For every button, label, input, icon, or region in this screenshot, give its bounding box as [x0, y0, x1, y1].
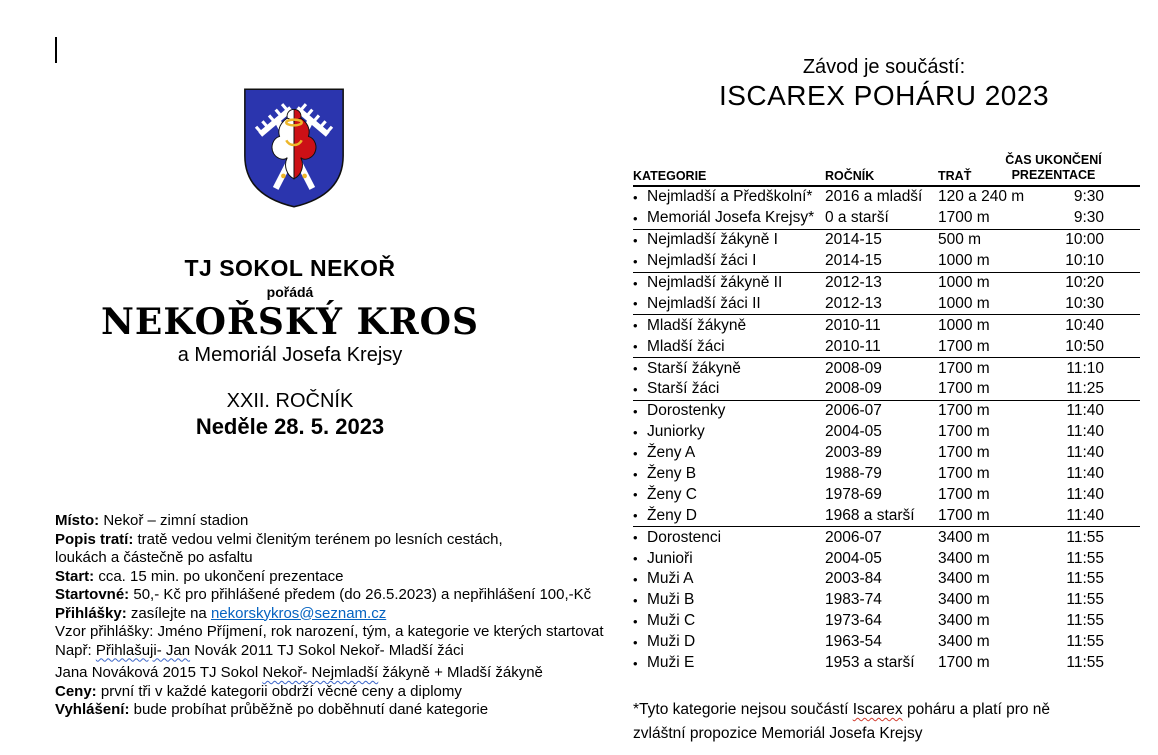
track-cell: 1700 m — [938, 423, 990, 441]
year-cell: 1983-74 — [825, 591, 882, 609]
track-cell: 3400 m — [938, 549, 990, 567]
category-cell — [633, 295, 825, 313]
category-cell — [633, 612, 825, 630]
event-subtitle: a Memoriál Josefa Krejsy — [177, 344, 403, 366]
table-row — [633, 484, 1140, 505]
organizes-label: pořádá — [266, 284, 314, 300]
category-cell — [633, 444, 825, 462]
bullet-icon: • — [633, 318, 638, 334]
table-row — [633, 611, 1140, 632]
category-name: Ženy A — [647, 444, 696, 462]
category-cell — [633, 633, 825, 651]
text-segment: první tři v každé kategorii obdrží věcné ceny a diplomy — [96, 682, 462, 700]
year-cell: 2016 a mladší — [825, 188, 923, 206]
bullet-icon: • — [633, 189, 638, 205]
category-cell — [633, 402, 825, 420]
text-segment: 50,- Kč pro přihlášené předem (do 26.5.2023) a nepřihlášení 100,-Kč — [129, 586, 592, 603]
category-name: Ženy C — [647, 485, 697, 503]
text-segment: Vzor přihlášky: Jméno Příjmení, rok narození, tým, a kategorie ve kterých startovat — [55, 623, 604, 640]
category-name: Nejmladší žáci I — [647, 252, 757, 270]
category-name: Muži B — [647, 591, 695, 609]
bullet-icon: • — [633, 361, 638, 377]
category-name: Muži D — [647, 633, 696, 651]
table-group — [633, 273, 1140, 316]
header-time: ČAS UKONČENÍ PREZENTACE — [1005, 153, 1102, 182]
bullet-icon: • — [633, 296, 638, 312]
bullet-icon: • — [633, 424, 638, 440]
bullet-icon: • — [633, 232, 638, 248]
text-segment: Jana Nováková 2015 TJ Sokol — [55, 664, 263, 681]
bullet-icon: • — [633, 253, 638, 269]
track-cell: 1700 m — [938, 337, 990, 355]
track-cell: 1700 m — [938, 654, 990, 672]
category-name: Nejmladší žáci II — [647, 294, 761, 312]
bullet-icon: • — [633, 466, 638, 482]
category-name: Juniorky — [647, 423, 705, 441]
text-segment: tratě vedou velmi členitým terénem po lesních cestách, — [133, 530, 503, 548]
year-cell: 1988-79 — [825, 465, 882, 483]
field-label: Startovné: — [55, 586, 130, 603]
text-segment: loukách a částečně po asfaltu — [55, 549, 253, 566]
table-row — [633, 187, 1140, 208]
nekor-coat-of-arms — [241, 84, 347, 212]
category-cell — [633, 274, 825, 292]
table-group — [633, 187, 1140, 230]
text-segment: Přihlašuji- Jan — [95, 641, 191, 659]
category-cell — [633, 550, 825, 568]
category-name: Starší žákyně — [647, 359, 741, 377]
table-row — [633, 208, 1140, 229]
field-label: Vyhlášení: — [55, 701, 130, 718]
year-cell: 1953 a starší — [825, 654, 915, 672]
category-name: Muži A — [647, 570, 694, 588]
time-cell: 11:55 — [1066, 633, 1104, 651]
time-cell: 11:55 — [1066, 654, 1104, 672]
category-name: Nejmladší žákyně I — [647, 231, 778, 249]
table-row — [633, 336, 1140, 357]
info-line — [55, 586, 635, 605]
year-cell: 2003-84 — [825, 570, 882, 588]
bullet-icon: • — [633, 634, 638, 650]
category-cell — [633, 486, 825, 504]
year-cell: 2010-11 — [825, 337, 881, 355]
table-row — [633, 632, 1140, 653]
track-cell: 120 a 240 m — [938, 188, 1025, 206]
category-cell — [633, 380, 825, 398]
table-row — [633, 273, 1140, 294]
category-name: Starší žáci — [647, 380, 720, 398]
table-row — [633, 590, 1140, 611]
category-name: Mladší žákyně — [647, 316, 747, 334]
table-row — [633, 505, 1140, 526]
info-line — [55, 605, 635, 624]
field-label: Popis tratí: — [55, 530, 134, 548]
track-cell: 1700 m — [938, 380, 990, 398]
info-line — [55, 623, 635, 642]
year-cell: 2012-13 — [825, 274, 882, 291]
time-cell: 11:40 — [1066, 444, 1104, 462]
time-cell: 10:20 — [1065, 274, 1104, 291]
category-name: Nejmladší žákyně II — [647, 274, 783, 291]
bullet-icon: • — [633, 275, 638, 291]
track-cell: 1000 m — [938, 316, 990, 334]
track-cell: 1700 m — [938, 465, 990, 483]
year-cell: 2008-09 — [825, 359, 882, 377]
bullet-icon: • — [633, 210, 638, 226]
text-segment: *Tyto kategorie nejsou součástí — [633, 701, 853, 718]
year-cell: 1968 a starší — [825, 506, 915, 524]
time-cell: 10:50 — [1065, 337, 1104, 355]
category-cell — [633, 465, 825, 483]
track-cell: 3400 m — [938, 612, 990, 630]
header-year: ROČNÍK — [825, 169, 875, 183]
claw — [281, 174, 286, 179]
category-cell — [633, 252, 825, 270]
info-line — [55, 512, 635, 531]
time-cell: 10:00 — [1065, 231, 1104, 249]
time-cell: 11:40 — [1066, 423, 1104, 441]
time-cell: 11:40 — [1066, 465, 1104, 483]
time-cell: 11:55 — [1066, 549, 1104, 567]
year-cell: 1963-54 — [825, 633, 882, 651]
part-of-label: Závod je součástí: — [802, 56, 966, 78]
year-cell: 0 a starší — [825, 209, 889, 227]
time-cell: 10:40 — [1065, 316, 1104, 334]
time-cell: 9:30 — [1073, 209, 1104, 227]
category-cell — [633, 654, 825, 672]
bullet-icon: • — [633, 551, 638, 567]
category-cell — [633, 507, 825, 525]
category-cell — [633, 570, 825, 588]
category-cell — [633, 591, 825, 609]
info-line — [55, 568, 635, 587]
table-body — [633, 187, 1140, 673]
time-cell: 9:30 — [1073, 188, 1104, 206]
year-cell: 2014-15 — [825, 231, 882, 249]
bullet-icon: • — [633, 613, 638, 629]
category-cell — [633, 423, 825, 441]
table-row — [633, 251, 1140, 272]
category-cell — [633, 231, 825, 249]
track-cell: 1700 m — [938, 359, 990, 377]
bullet-icon: • — [633, 339, 638, 355]
time-cell: 11:40 — [1066, 506, 1104, 524]
category-name: Ženy B — [647, 465, 697, 483]
info-line — [55, 531, 635, 550]
title-block — [80, 254, 500, 440]
table-row — [633, 569, 1140, 590]
track-cell: 3400 m — [938, 528, 990, 546]
year-cell: 2004-05 — [825, 549, 882, 567]
track-cell: 1000 m — [938, 294, 990, 312]
table-row — [633, 293, 1140, 314]
info-line — [55, 664, 635, 683]
time-cell: 10:30 — [1065, 294, 1104, 312]
table-group — [633, 315, 1140, 358]
table-row — [633, 315, 1140, 336]
category-name: Mladší žáci — [647, 337, 725, 355]
table-row — [633, 653, 1140, 674]
bullet-icon: • — [633, 530, 638, 546]
field-label: Místo: — [55, 512, 100, 529]
table-group — [633, 230, 1140, 273]
table-row — [633, 358, 1140, 379]
email-link[interactable]: nekorskykros@seznam.cz — [210, 604, 387, 622]
track-cell: 3400 m — [938, 570, 990, 588]
category-cell — [633, 209, 825, 227]
table-group — [633, 401, 1140, 527]
text-segment: cca. 15 min. po ukončení prezentace — [94, 567, 344, 585]
claw — [302, 174, 307, 179]
track-cell: 1700 m — [938, 402, 990, 420]
table-group — [633, 358, 1140, 401]
field-label: Start: — [55, 567, 95, 585]
category-name: Muži E — [647, 654, 695, 672]
table-header-row — [633, 148, 1140, 187]
time-cell: 11:25 — [1066, 380, 1104, 398]
event-title: NEKOŘSKÝ KROS — [100, 301, 480, 343]
year-cell: 2008-09 — [825, 380, 882, 398]
track-cell: 500 m — [938, 231, 982, 249]
event-date: Neděle 28. 5. 2023 — [195, 414, 385, 439]
header-track: TRAŤ — [938, 169, 972, 183]
field-label: Ceny: — [55, 682, 97, 700]
table-row — [633, 527, 1140, 548]
year-cell: 2006-07 — [825, 528, 882, 546]
track-cell: 1700 m — [938, 444, 990, 462]
category-name: Junioři — [647, 549, 693, 567]
category-cell — [633, 529, 825, 547]
year-cell: 2012-13 — [825, 294, 882, 312]
bullet-icon: • — [633, 571, 638, 587]
track-cell: 1700 m — [938, 485, 990, 503]
table-row — [633, 379, 1140, 400]
track-cell: 3400 m — [938, 633, 990, 651]
year-cell: 2003-89 — [825, 444, 882, 462]
text-segment: Novák 2011 TJ Sokol Nekoř- Mladší žáci — [190, 641, 464, 659]
table-row — [633, 230, 1140, 251]
time-cell: 10:10 — [1065, 252, 1104, 270]
time-cell: 11:40 — [1066, 402, 1104, 420]
text-segment: Nekoř – zimní stadion — [99, 512, 249, 529]
organizer-name: TJ SOKOL NEKOŘ — [184, 255, 396, 281]
year-cell: 2010-11 — [825, 316, 881, 334]
category-cell — [633, 360, 825, 378]
bullet-icon: • — [633, 508, 638, 524]
bullet-icon: • — [633, 655, 638, 671]
table-row — [633, 422, 1140, 443]
text-segment: zasílejte na — [126, 604, 211, 622]
bullet-icon: • — [633, 381, 638, 397]
time-cell: 11:55 — [1066, 612, 1104, 630]
field-label: Přihlášky: — [55, 604, 127, 622]
text-segment: poháru a platí pro ně zvláštní propozice Memoriál Josefa Krejsy — [633, 701, 1051, 742]
bullet-icon: • — [633, 445, 638, 461]
category-cell — [633, 317, 825, 335]
info-line — [55, 701, 635, 720]
edition-label: XXII. ROČNÍK — [226, 390, 354, 412]
text-segment: žákyně + Mladší žákyně — [378, 664, 543, 681]
category-name: Nejmladší a Předškolní* — [647, 188, 813, 206]
time-cell: 11:55 — [1066, 591, 1104, 609]
bullet-icon: • — [633, 403, 638, 419]
year-cell: 1978-69 — [825, 485, 882, 503]
track-cell: 1700 m — [938, 209, 990, 227]
time-cell: 11:55 — [1066, 528, 1104, 546]
footnote — [633, 698, 1093, 746]
header-category: KATEGORIE — [633, 169, 707, 183]
track-cell: 1000 m — [938, 252, 990, 270]
track-cell: 1700 m — [938, 506, 990, 524]
info-line — [55, 642, 635, 661]
text-segment: Nekoř- Nejmladší — [262, 664, 379, 681]
info-lines — [55, 512, 635, 720]
category-name: Dorostenci — [647, 528, 722, 546]
year-cell: 2006-07 — [825, 402, 882, 420]
track-cell: 1000 m — [938, 274, 990, 291]
table-row — [633, 464, 1140, 485]
text-segment: Např: — [55, 641, 96, 659]
cup-title: ISCAREX POHÁRU 2023 — [718, 80, 1050, 111]
bullet-icon: • — [633, 592, 638, 608]
year-cell: 2014-15 — [825, 252, 882, 270]
table-group — [633, 527, 1140, 673]
table-row — [633, 548, 1140, 569]
bullet-icon: • — [633, 487, 638, 503]
table-row — [633, 401, 1140, 422]
categories-table — [633, 148, 1140, 673]
category-name: Muži C — [647, 612, 696, 630]
category-cell — [633, 338, 825, 356]
category-name: Memoriál Josefa Krejsy* — [647, 209, 815, 227]
time-cell: 11:40 — [1066, 485, 1104, 503]
text-segment: bude probíhat průběžně po doběhnutí dané kategorie — [129, 701, 489, 718]
table-row — [633, 443, 1140, 464]
info-line — [55, 549, 635, 568]
year-cell: 2004-05 — [825, 423, 882, 441]
category-name: Dorostenky — [647, 402, 726, 420]
cup-header — [640, 55, 1128, 111]
text-cursor-caret — [55, 37, 57, 63]
time-cell: 11:10 — [1066, 359, 1104, 377]
year-cell: 1973-64 — [825, 612, 882, 630]
track-cell: 3400 m — [938, 591, 990, 609]
time-cell: 11:55 — [1066, 570, 1104, 588]
text-segment: Iscarex — [852, 701, 903, 718]
category-cell — [633, 188, 825, 206]
category-name: Ženy D — [647, 506, 697, 524]
info-line — [55, 683, 635, 702]
